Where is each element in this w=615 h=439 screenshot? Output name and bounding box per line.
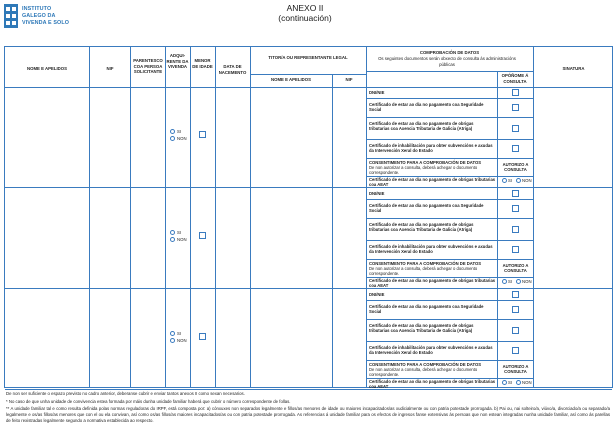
oponome-checkbox[interactable] [512,246,519,253]
adquirente-non-radio[interactable] [170,136,175,141]
oponome-checkbox[interactable] [512,125,519,132]
check-row-label: Certificado de inhabilitación para obter subvencións e axudas da Intervención Xeral do Estado [369,244,493,255]
aeat-label: Certificado de estar ao día no pagamento de obrigas tributarias coa AEAT [369,278,496,289]
adquirente-non-radio[interactable] [170,338,175,343]
check-row-label: Certificado de estar ao día no pagamento coa Seguridade Social [369,102,484,113]
page-subtitle: (continuación) [278,13,332,23]
autorizo-non-radio[interactable] [516,279,521,284]
oponome-checkbox[interactable] [512,89,519,96]
col-comprobacion: COMPROBACIÓN DE DATOS [419,50,480,55]
igvs-logo [4,3,94,33]
check-row-label: Certificado de estar ao día no pagamento de obrigas tributarias coa Axencia Tributaria de Galicia (Atriga) [369,121,474,132]
autorizo-non-label: NON [522,178,532,183]
adquirente-non-radio[interactable] [170,237,175,242]
autorizo-si-radio[interactable] [502,279,507,284]
oponome-checkbox[interactable] [512,291,519,298]
autorizo-si-label: SI [508,380,513,385]
oponome-checkbox[interactable] [512,347,519,354]
aeat-label: Certificado de estar ao día no pagamento de obrigas tributarias coa AEAT [369,177,496,188]
col-sinatura: SINATURA [562,66,585,71]
consent-text: De non autorizar a consulta, deberá achegar o documento correspondente. [369,367,478,378]
oponome-checkbox[interactable] [512,306,519,313]
check-row-label: DNI/NIE [369,90,385,95]
autorizo-non-label: NON [522,380,532,385]
col-menor: MENOR DE IDADE [192,58,213,69]
members-table [4,46,613,388]
autorizo-non-label: NON [522,279,532,284]
adquirente-non-label: NON [177,338,187,343]
oponome-checkbox[interactable] [512,327,519,334]
consent-title: CONSENTIMENTO PARA A COMPROBACIÓN DE DATOS [369,362,482,367]
oponome-checkbox[interactable] [512,190,519,197]
menor-checkbox[interactable] [199,232,206,239]
consent-title: CONSENTIMENTO PARA A COMPROBACIÓN DE DATOS [369,160,482,165]
adquirente-si-radio[interactable] [170,129,175,134]
menor-checkbox[interactable] [199,131,206,138]
adquirente-si-radio[interactable] [170,331,175,336]
oponome-checkbox[interactable] [512,205,519,212]
adquirente-si-label: SI [177,129,182,134]
institution-line-2: GALEGO DA [22,13,56,19]
check-row-label: Certificado de inhabilitación para obter subvencións e axudas da Intervención Xeral do Estado [369,345,493,356]
footer-note-3: ** A unidade familiar tal e como resulta definida polas normas reguladoras do IRPF, está composta por: a) cónxuxes non separados legalmente e fillos/as menores de idade ou maiores incapacitados/as xudicialmente ou con patria potestade prorrogada. b) Pai ou, nai solteiro/a, viúvo/a, divorciado/a ou separado/a legalmente e os/as fillos/as menores que con el ou ela convivan, así como os/as fillos/as maiores incapacitados/as ou con patria potestade prorrogada. As referencias á unidade familiar para os efectos de ingresos fanse extensivas ás persoas que non estean integradas nunha unidade familiar, así como ás parellas de feito rexistradas legalmente segundo a normativa establecida ao respecto. [6,406,610,424]
autorizo-non-radio[interactable] [516,178,521,183]
check-row-label: Certificado de estar ao día no pagamento de obrigas tributarias coa Axencia Tributaria de Galicia (Atriga) [369,323,474,334]
col-parentesco: PARENTESCO COA PERSOA SOLICITANTE [133,58,163,75]
consent-text: De non autorizar a consulta, deberá achegar o documento correspondente. [369,266,478,277]
autorizo-si-radio[interactable] [502,178,507,183]
page-title: ANEXO II [286,3,324,13]
col-comprobacion-sub: Os seguintes documentos serán obxecto de consulta ás administracións públicas [378,56,516,67]
check-row-label: Certificado de estar ao día no pagamento coa Seguridade Social [369,203,484,214]
check-row-label: Certificado de estar ao día no pagamento coa Seguridade Social [369,304,484,315]
oponome-checkbox[interactable] [512,226,519,233]
check-row-label: DNI/NIE [369,292,385,297]
col-adquirente: ADQUI-RENTE DA VIVENDA [166,53,189,70]
col-data-nacemento: DATA DE NACEMENTO [218,64,247,75]
autorizo-si-radio[interactable] [502,380,507,385]
galicia-emblem-icon [4,4,18,28]
adquirente-si-radio[interactable] [170,230,175,235]
col-oponome: OPÓÑOME Á CONSULTA [501,73,529,84]
col-titor-nome: NOME E APELIDOS [271,77,311,82]
consent-title: CONSENTIMENTO PARA A COMPROBACIÓN DE DATOS [369,261,482,266]
adquirente-si-label: SI [177,230,182,235]
footer-note-2: * No caso de que unha unidade de convivencia estea formada por máis dunha unidade familiar haberá que cubrir o número correspondente de follas. [6,399,291,404]
autorizo-si-label: SI [508,178,513,183]
oponome-checkbox[interactable] [512,104,519,111]
col-titor-nif: NIF [345,77,353,82]
institution-line-3: VIVENDA E SOLO [22,20,70,26]
autorizo-non-radio[interactable] [516,380,521,385]
check-row-label: DNI/NIE [369,191,385,196]
autorizo-label: AUTORIZO A CONSULTA [502,364,529,375]
institution-line-1: INSTITUTO [22,6,52,12]
footer-note-1: De non ser suficiente o espazo previsto no cadro anterior, deberanse cubrir e enviar tantos anexos II como sexan necesarios. [6,391,245,396]
consent-text: De non autorizar a consulta, deberá achegar o documento correspondente. [369,165,478,176]
adquirente-si-label: SI [177,331,182,336]
adquirente-non-label: NON [177,237,187,242]
aeat-label: Certificado de estar ao día no pagamento de obrigas tributarias coa AEAT [369,379,496,390]
menor-checkbox[interactable] [199,333,206,340]
col-titor: TITOR/A OU REPRESENTANTE LEGAL [268,55,348,60]
col-nif: NIF [106,66,114,71]
oponome-checkbox[interactable] [512,145,519,152]
col-nome: NOME E APELIDOS [27,66,67,71]
autorizo-label: AUTORIZO A CONSULTA [502,263,529,274]
adquirente-non-label: NON [177,136,187,141]
autorizo-si-label: SI [508,279,513,284]
autorizo-label: AUTORIZO A CONSULTA [502,162,529,173]
check-row-label: Certificado de inhabilitación para obter subvencións e axudas da Intervención Xeral do Estado [369,143,493,154]
check-row-label: Certificado de estar ao día no pagamento de obrigas tributarias coa Axencia Tributaria de Galicia (Atriga) [369,222,474,233]
